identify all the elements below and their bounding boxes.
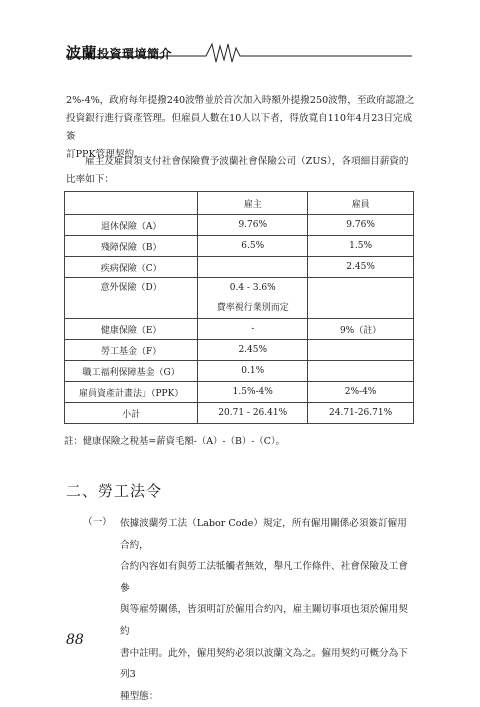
cell-item: 退休保險（A） xyxy=(65,215,198,236)
cell-employee: 9.76% xyxy=(308,215,414,236)
list-line: 書中註明。此外，僱用契約必須以波蘭文為之。僱用契約可概分為下列3 xyxy=(120,647,408,681)
cell-employee xyxy=(308,361,414,382)
column-header-employee: 雇員 xyxy=(308,192,414,215)
list-line: 種型態： xyxy=(120,690,159,702)
cell-item: 健康保險（E） xyxy=(65,319,198,340)
paragraph-line: 投資銀行進行資產管理。但雇員人數在10人以下者，得放寬自110年4月23日完成簽 xyxy=(66,113,413,142)
table-footnote: 註：健康保險之稅基=薪資毛額-（A）-（B）-（C）。 xyxy=(64,436,285,447)
cell-item: 雇員資產計畫法」（PPK） xyxy=(65,382,198,403)
table-row xyxy=(65,382,414,403)
cell-employee xyxy=(308,340,414,361)
cell-employee: 1.5% xyxy=(308,236,414,257)
table-row xyxy=(65,215,414,236)
paragraph-line: 雇主及雇員須支付社會保險費予波蘭社會保險公司（ZUS），各項細目薪資的 xyxy=(85,156,409,167)
table-row xyxy=(65,340,414,361)
paragraph-line: 訂PPK管理契約。 xyxy=(66,149,144,160)
cell-employer: 6.5% xyxy=(198,236,308,257)
cell-item: 職工福利保障基金（G） xyxy=(65,361,198,382)
cell-item: 小計 xyxy=(65,403,198,424)
cell-employer: 1.5%-4% xyxy=(198,382,308,403)
running-header xyxy=(66,38,412,64)
page-number: 88 xyxy=(66,632,84,648)
cell-employee: 2%-4% xyxy=(308,382,414,403)
cell-item: 意外保險（D） xyxy=(65,278,198,319)
header-title-subject: 投資環境簡介 xyxy=(97,47,173,61)
cell-employer-rate: 0.4 - 3.6% xyxy=(229,283,276,293)
table-row xyxy=(65,278,414,319)
social-insurance-table xyxy=(64,191,414,424)
cell-item: 勞工基金（F） xyxy=(65,340,198,361)
cell-employer: 0.1% xyxy=(198,361,308,382)
cell-employer xyxy=(198,257,308,278)
cell-item: 疾病保險（C） xyxy=(65,257,198,278)
cell-employee xyxy=(308,278,414,319)
cell-employee: 9%（註） xyxy=(308,319,414,340)
cell-employer xyxy=(198,278,308,319)
column-header-employer: 雇主 xyxy=(198,192,308,215)
table-row-subtotal xyxy=(65,403,414,424)
cell-employee: 24.71-26.71% xyxy=(308,403,414,424)
list-line: 合約內容如有與勞工法牴觸者無效，舉凡工作條件、社會保險及工會參 xyxy=(120,561,408,594)
column-header-item xyxy=(65,192,198,215)
header-title-country: 波蘭 xyxy=(66,44,98,62)
cell-item: 殘障保險（B） xyxy=(65,236,198,257)
cell-employee: 2.45% xyxy=(308,257,414,278)
paragraph-zus xyxy=(66,153,416,189)
table-row xyxy=(65,361,414,382)
cell-employer: 20.71 - 26.41% xyxy=(198,403,308,424)
paragraph-line: 2%-4%，政府每年提撥240波幣並於首次加入時額外提撥250波幣，至政府認證之 xyxy=(66,95,415,106)
cell-employer: 9.76% xyxy=(198,215,308,236)
list-line: 與等雇勞關係，皆須明訂於僱用合約內，雇主關切事項也須於僱用契約 xyxy=(120,604,408,637)
section-title: 二、勞工法令 xyxy=(66,482,163,500)
list-line: 依據波蘭勞工法（Labor Code）規定，所有僱用關係必須簽訂僱用合約， xyxy=(120,518,407,551)
list-marker: （一） xyxy=(83,517,112,528)
table-row xyxy=(65,319,414,340)
cell-employer: - xyxy=(198,319,308,340)
table-row xyxy=(65,257,414,278)
list-item-body xyxy=(120,513,416,707)
table-row xyxy=(65,236,414,257)
header-title xyxy=(66,42,172,63)
cell-employer: 2.45% xyxy=(198,340,308,361)
cell-employer-note: 費率視行業別而定 xyxy=(216,303,289,313)
paragraph-line: 比率如下： xyxy=(66,174,114,185)
table-header-row xyxy=(65,192,414,215)
